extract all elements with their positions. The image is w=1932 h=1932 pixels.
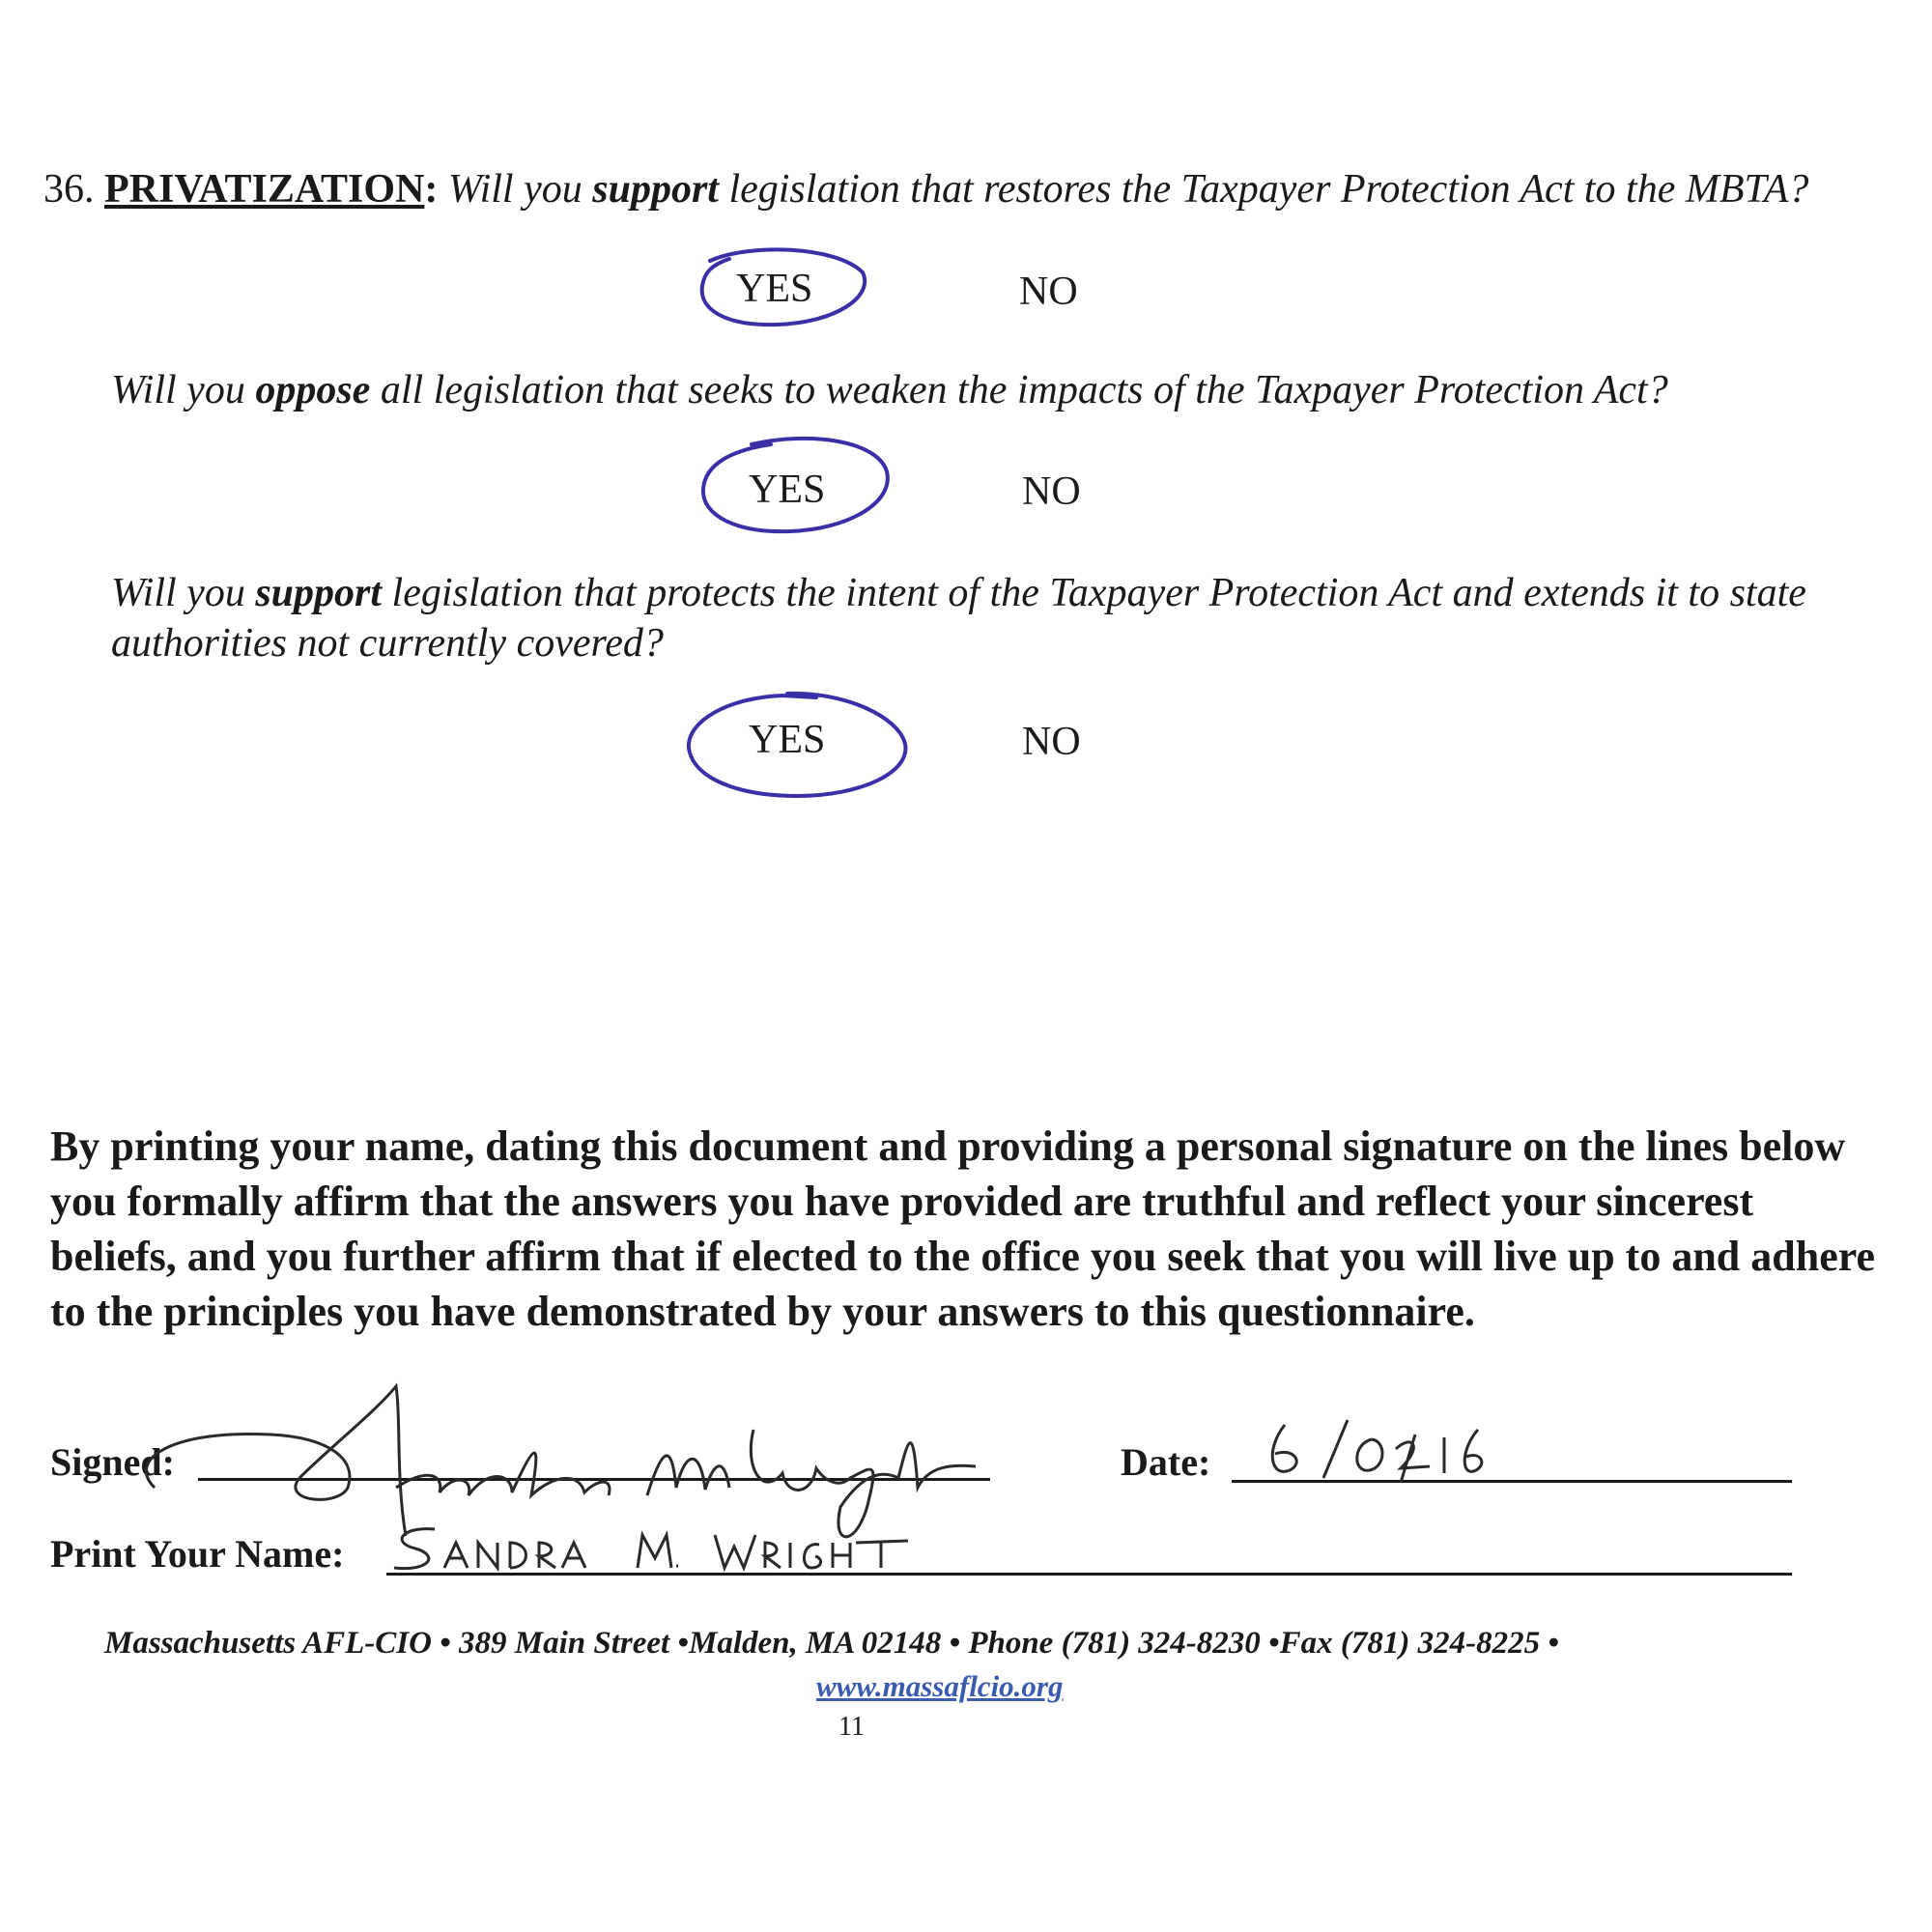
question-keyword: support xyxy=(255,571,383,615)
question-keyword: oppose xyxy=(255,368,371,412)
no-label: NO xyxy=(1022,720,1081,764)
question-text-part: all legislation that seeks to weaken the impacts of the Taxpayer Protection Act? xyxy=(370,368,1668,412)
page-number: 11 xyxy=(838,1712,865,1742)
no-label: NO xyxy=(1022,469,1081,514)
no-label: NO xyxy=(1019,270,1078,314)
question-text-part: Will you xyxy=(111,368,256,412)
footer-address: Massachusetts AFL-CIO • 389 Main Street •Malden, MA 02148 • Phone (781) 324-8230 •Fax (781) 324-8225 • xyxy=(104,1626,1559,1661)
section-title: PRIVATIZATION xyxy=(104,167,425,212)
answer-circle-1 xyxy=(691,243,874,330)
handwritten-printed-name xyxy=(386,1521,927,1579)
question-number: 36. xyxy=(43,167,95,212)
answer-circle-3 xyxy=(681,688,913,799)
signed-label: Signed: xyxy=(50,1440,175,1484)
answer-no-2[interactable] xyxy=(1022,469,1081,515)
question-text-part: Will you xyxy=(111,571,256,615)
question-1-text xyxy=(43,164,1898,214)
answer-circle-2 xyxy=(694,433,896,539)
print-name-label: Print Your Name: xyxy=(50,1532,345,1576)
answer-no-1[interactable] xyxy=(1019,269,1078,315)
yes-label: YES xyxy=(749,718,826,762)
question-text-part: legislation that restores the Taxpayer Protection Act to the MBTA? xyxy=(718,167,1809,212)
question-keyword: support xyxy=(592,167,719,212)
section-colon: : xyxy=(424,167,439,212)
footer-website-link[interactable]: www.massaflcio.org xyxy=(816,1669,1064,1703)
question-text-part: Will you xyxy=(447,167,593,212)
date-label: Date: xyxy=(1121,1440,1211,1484)
handwritten-date xyxy=(1256,1410,1507,1488)
affirmation-statement: By printing your name, dating this document and providing a personal signature on the lines below you formally affirm that the answers you have provided are truthful and reflect your sincerest beliefs, and you further affirm that if elected to the office you seek that you will live up to and adhere to the principles you have demonstrated by your answers to this questionnaire. xyxy=(50,1122,1875,1335)
yes-label: YES xyxy=(736,267,813,311)
question-text-part: legislation that protects the intent of the Taxpayer Protection Act and extends it to state authorities not currently covered? xyxy=(111,571,1806,666)
question-2-text xyxy=(111,365,1898,415)
answer-no-3[interactable] xyxy=(1022,719,1081,765)
question-3-text xyxy=(111,568,1908,668)
yes-label: YES xyxy=(749,468,826,512)
